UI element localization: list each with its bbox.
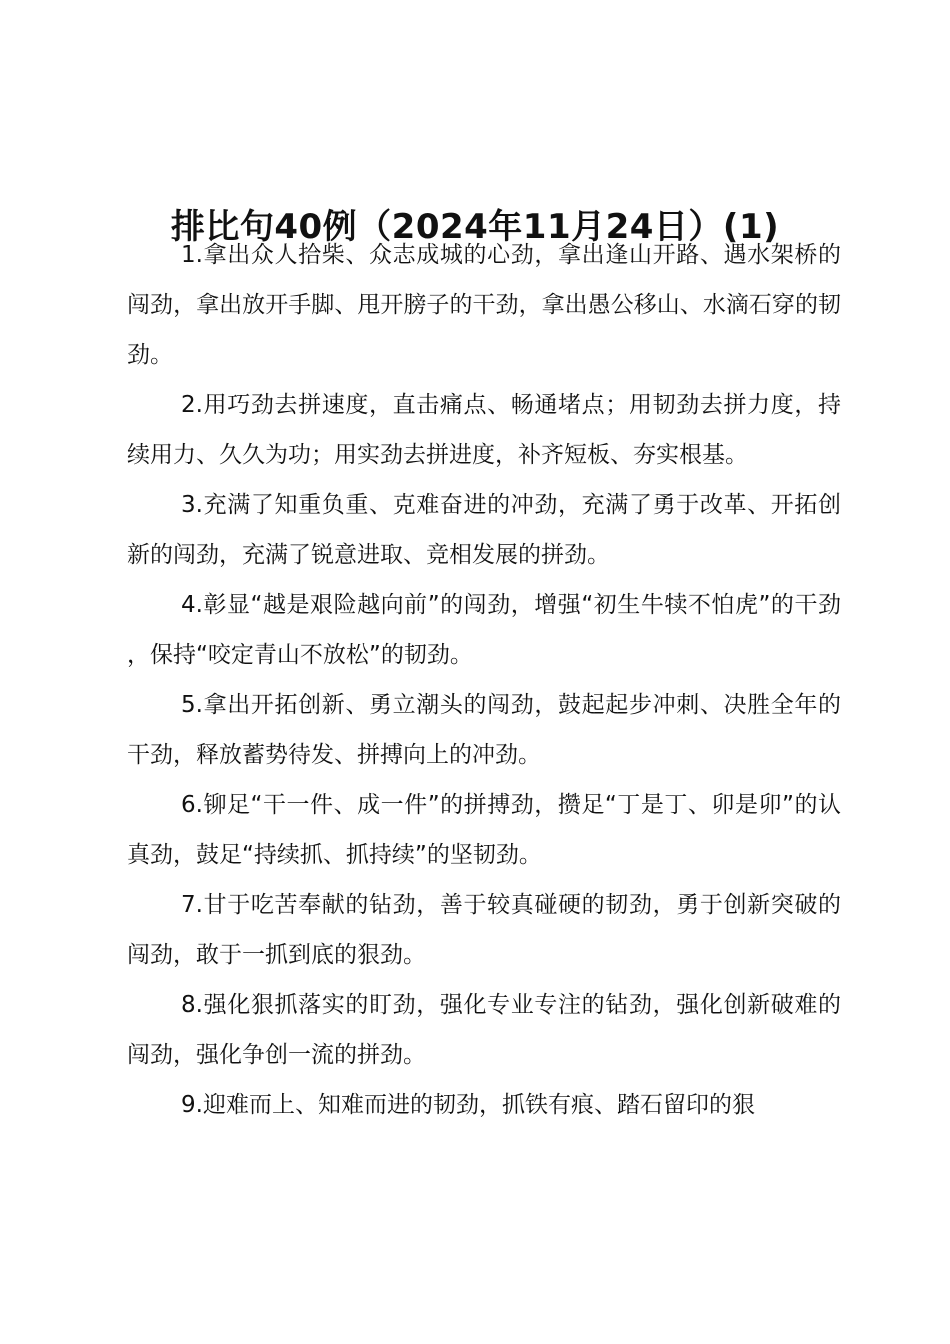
paragraph-4: 4.彰显“越是艰险越向前”的闯劲，增强“初生牛犊不怕虎”的干劲，保持“咬定青山不放松”的韧劲。: [127, 592, 841, 668]
paragraph-6: 6.铆足“干一件、成一件”的拼搏劲，攒足“丁是丁、卯是卯”的认真劲，鼓足“持续抓、抓持续”的坚韧劲。: [127, 792, 841, 868]
paragraph-2: 2.用巧劲去拼速度，直击痛点、畅通堵点；用韧劲去拼力度，持续用力、久久为功；用实劲去拼进度，补齐短板、夯实根基。: [127, 392, 841, 468]
paragraph-8: 8.强化狠抓落实的盯劲，强化专业专注的钻劲，强化创新破难的闯劲，强化争创一流的拼劲。: [127, 992, 841, 1068]
paragraph-1: 1.拿出众人拾柴、众志成城的心劲，拿出逢山开路、遇水架桥的闯劲，拿出放开手脚、甩开膀子的干劲，拿出愚公移山、水滴石穿的韧劲。: [127, 242, 841, 368]
paragraph-3: 3.充满了知重负重、克难奋进的冲劲，充满了勇于改革、开拓创新的闯劲，充满了锐意进取、竞相发展的拼劲。: [127, 492, 841, 568]
paragraph-9: 9.迎难而上、知难而进的韧劲，抓铁有痕、踏石留印的狠: [181, 1092, 755, 1118]
document-body: [127, 230, 841, 1130]
paragraph-5: 5.拿出开拓创新、勇立潮头的闯劲，鼓起起步冲刺、决胜全年的干劲，释放蓄势待发、拼搏向上的冲劲。: [127, 692, 841, 768]
paragraph-7: 7.甘于吃苦奉献的钻劲，善于较真碰硬的韧劲，勇于创新突破的闯劲，敢于一抓到底的狠劲。: [127, 892, 841, 968]
document-title: 排比句40例（2024年11月24日）(1): [170, 206, 780, 247]
